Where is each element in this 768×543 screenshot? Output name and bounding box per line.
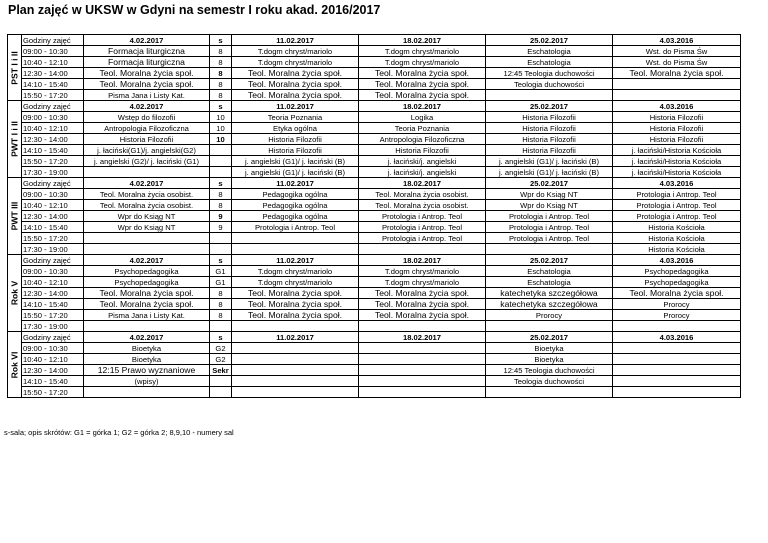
class-cell: Protologia i Antrop. Teol	[613, 200, 741, 211]
time-cell: 15:50 - 17:20	[22, 90, 84, 101]
class-cell: j. angielski (G1)/ j. łaciński (B)	[486, 156, 613, 167]
class-cell	[359, 343, 486, 354]
class-cell: Protologia i Antrop. Teol	[359, 211, 486, 222]
class-cell	[613, 387, 741, 398]
class-cell: j. angielski (G1)/ j. łaciński (B)	[232, 167, 359, 178]
class-cell: Wpr do Ksiąg NT	[486, 200, 613, 211]
class-cell	[613, 376, 741, 387]
class-cell	[84, 244, 210, 255]
footnote: s-sala; opis skrótów: G1 = górka 1; G2 = górka 2; 8,9,10 - numery sal	[4, 428, 234, 437]
class-cell: Historia Kościoła	[613, 233, 741, 244]
schedule-table	[7, 34, 741, 398]
class-cell	[486, 321, 613, 332]
class-cell: Eschatologia	[486, 46, 613, 57]
time-cell: 09:00 - 10:30	[22, 189, 84, 200]
date-header: 18.02.2017	[359, 255, 486, 266]
time-cell: 09:00 - 10:30	[22, 266, 84, 277]
date-header: 25.02.2017	[486, 101, 613, 112]
table-row	[8, 189, 741, 200]
class-cell	[486, 90, 613, 101]
room-cell: G1	[210, 277, 232, 288]
room-cell: 9	[210, 211, 232, 222]
time-cell: 12:30 - 14:00	[22, 288, 84, 299]
room-header: s	[210, 35, 232, 46]
class-cell: Wstęp do filozofii	[84, 112, 210, 123]
room-cell: 10	[210, 112, 232, 123]
class-cell: Teol. Moralna życia społ.	[359, 68, 486, 79]
class-cell: T.dogm chryst/mariolo	[232, 46, 359, 57]
class-cell: Pisma Jana i Listy Kat.	[84, 310, 210, 321]
class-cell: j. angielski (G1)/ j. łaciński (B)	[232, 156, 359, 167]
class-cell: Protologia i Antrop. Teol	[486, 233, 613, 244]
room-cell: Sekr	[210, 365, 232, 376]
class-cell: Protologia i Antrop. Teol	[486, 222, 613, 233]
class-cell: Wpr do Ksiąg NT	[486, 189, 613, 200]
class-cell: Eschatologia	[486, 266, 613, 277]
class-cell: Psychopedagogika	[613, 277, 741, 288]
class-cell: Wpr do Ksiąg NT	[84, 211, 210, 222]
time-cell: 14:10 - 15:40	[22, 299, 84, 310]
class-cell: Historia Filozofii	[232, 145, 359, 156]
time-cell: 14:10 - 15:40	[22, 222, 84, 233]
time-cell: 17:30 - 19:00	[22, 167, 84, 178]
time-cell: 15:50 - 17:20	[22, 156, 84, 167]
date-header: 18.02.2017	[359, 178, 486, 189]
table-row	[8, 46, 741, 57]
class-cell: Historia Filozofii	[84, 134, 210, 145]
time-cell: 09:00 - 10:30	[22, 343, 84, 354]
date-header: 4.02.2017	[84, 255, 210, 266]
class-cell: 12:45 Teologia duchowości	[486, 68, 613, 79]
time-header: Godziny zajęć	[22, 178, 84, 189]
table-row	[8, 343, 741, 354]
class-cell: j. łaciński(G1)/j. angielski(G2)	[84, 145, 210, 156]
room-cell: 8	[210, 57, 232, 68]
class-cell: Teol. Moralna życia społ.	[84, 79, 210, 90]
class-cell	[84, 387, 210, 398]
table-row	[8, 299, 741, 310]
class-cell: Antropologia Filozoficzna	[84, 123, 210, 134]
class-cell: 12:45 Teologia duchowości	[486, 365, 613, 376]
class-cell: Eschatologia	[486, 57, 613, 68]
class-cell	[359, 376, 486, 387]
class-cell	[84, 321, 210, 332]
time-header: Godziny zajęć	[22, 255, 84, 266]
section-label-text: PWT III	[9, 201, 19, 231]
class-cell: j. łaciński/Historia Kościoła	[613, 145, 741, 156]
class-cell	[359, 321, 486, 332]
room-cell: G1	[210, 266, 232, 277]
class-cell	[486, 387, 613, 398]
room-cell: 10	[210, 134, 232, 145]
table-row	[8, 79, 741, 90]
date-header: 4.02.2017	[84, 35, 210, 46]
room-cell	[210, 145, 232, 156]
room-cell	[210, 376, 232, 387]
table-row	[8, 387, 741, 398]
table-row	[8, 211, 741, 222]
class-cell: Eschatologia	[486, 277, 613, 288]
time-cell: 10:40 - 12:10	[22, 123, 84, 134]
class-cell: Teol. Moralna życia społ.	[232, 90, 359, 101]
section-header-row	[8, 332, 741, 343]
class-cell: Teologia duchowości	[486, 376, 613, 387]
class-cell: Protologia i Antrop. Teol	[232, 222, 359, 233]
class-cell: Historia Filozofii	[613, 134, 741, 145]
class-cell	[232, 387, 359, 398]
class-cell: Historia Filozofii	[232, 134, 359, 145]
room-header: s	[210, 255, 232, 266]
time-cell: 10:40 - 12:10	[22, 57, 84, 68]
table-row	[8, 123, 741, 134]
table-row	[8, 310, 741, 321]
class-cell: Protologia i Antrop. Teol	[359, 233, 486, 244]
room-cell: 9	[210, 222, 232, 233]
class-cell: katechetyka szczegółowa	[486, 299, 613, 310]
room-header: s	[210, 178, 232, 189]
room-cell	[210, 156, 232, 167]
date-header: 11.02.2017	[232, 101, 359, 112]
class-cell: Formacja liturgiczna	[84, 46, 210, 57]
section-label	[8, 178, 22, 255]
class-cell: Historia Filozofii	[486, 134, 613, 145]
room-cell: 8	[210, 288, 232, 299]
class-cell: Teol. Moralna życia społ.	[359, 288, 486, 299]
date-header: 4.03.2016	[613, 255, 741, 266]
date-header: 18.02.2017	[359, 101, 486, 112]
class-cell: Antropologia Filozoficzna	[359, 134, 486, 145]
class-cell: Teoria Poznania	[232, 112, 359, 123]
class-cell: Teologia duchowości	[486, 79, 613, 90]
class-cell: Teol. Moralna życia społ.	[84, 68, 210, 79]
table-row	[8, 266, 741, 277]
section-label	[8, 101, 22, 178]
class-cell: Pisma Jana i Listy Kat.	[84, 90, 210, 101]
class-cell	[232, 244, 359, 255]
class-cell: Teol. Moralna życia społ.	[359, 90, 486, 101]
class-cell: Wpr do Ksiąg NT	[84, 222, 210, 233]
section-header-row	[8, 101, 741, 112]
table-row	[8, 90, 741, 101]
class-cell: Historia Filozofii	[486, 123, 613, 134]
date-header: 4.03.2016	[613, 101, 741, 112]
time-cell: 09:00 - 10:30	[22, 112, 84, 123]
date-header: 4.02.2017	[84, 178, 210, 189]
class-cell: Teol. Moralna życia społ.	[359, 310, 486, 321]
time-cell: 17:30 - 19:00	[22, 321, 84, 332]
class-cell: Teol. Moralna życia społ.	[232, 299, 359, 310]
room-cell: 8	[210, 200, 232, 211]
class-cell: Bioetyka	[486, 343, 613, 354]
section-label-text: PWT I i II	[9, 121, 19, 157]
class-cell	[613, 343, 741, 354]
class-cell: Pedagogika ogólna	[232, 211, 359, 222]
table-row	[8, 112, 741, 123]
class-cell: Protologia i Antrop. Teol	[359, 222, 486, 233]
room-cell: 8	[210, 299, 232, 310]
class-cell	[232, 233, 359, 244]
class-cell	[84, 233, 210, 244]
class-cell	[84, 167, 210, 178]
class-cell: Psychopedagogika	[613, 266, 741, 277]
table-row	[8, 156, 741, 167]
date-header: 11.02.2017	[232, 178, 359, 189]
class-cell: T.dogm chryst/mariolo	[359, 57, 486, 68]
class-cell: Historia Filozofii	[359, 145, 486, 156]
class-cell: (wpisy)	[84, 376, 210, 387]
class-cell: Historia Filozofii	[613, 112, 741, 123]
section-label-text: PST I i II	[9, 50, 19, 85]
class-cell: 12:15 Prawo wyznaniowe	[84, 365, 210, 376]
date-header: 4.03.2016	[613, 332, 741, 343]
time-cell: 15:50 - 17:20	[22, 233, 84, 244]
class-cell: Teol. Moralna życia społ.	[232, 310, 359, 321]
table-row	[8, 244, 741, 255]
room-cell: 8	[210, 79, 232, 90]
table-row	[8, 57, 741, 68]
class-cell	[486, 244, 613, 255]
time-cell: 10:40 - 12:10	[22, 277, 84, 288]
class-cell: j. łaciński/Historia Kościoła	[613, 156, 741, 167]
class-cell: j. łaciński/j. angielski	[359, 167, 486, 178]
class-cell: Teol. Moralna życia społ.	[84, 288, 210, 299]
class-cell: Teol. Moralna życia społ.	[613, 68, 741, 79]
class-cell: Teol. Moralna życia osobist.	[359, 200, 486, 211]
room-cell	[210, 244, 232, 255]
time-cell: 15:50 - 17:20	[22, 387, 84, 398]
time-cell: 10:40 - 12:10	[22, 200, 84, 211]
class-cell: Bioetyka	[84, 354, 210, 365]
table-row	[8, 68, 741, 79]
class-cell	[613, 354, 741, 365]
time-cell: 14:10 - 15:40	[22, 376, 84, 387]
date-header: 4.02.2017	[84, 101, 210, 112]
class-cell: Teol. Moralna życia społ.	[84, 299, 210, 310]
date-header: 4.03.2016	[613, 178, 741, 189]
room-cell: 8	[210, 310, 232, 321]
time-cell: 12:30 - 14:00	[22, 134, 84, 145]
room-cell: 10	[210, 123, 232, 134]
table-row	[8, 277, 741, 288]
table-row	[8, 354, 741, 365]
class-cell: T.dogm chryst/mariolo	[232, 57, 359, 68]
date-header: 11.02.2017	[232, 255, 359, 266]
class-cell: Historia Kościoła	[613, 222, 741, 233]
time-header: Godziny zajęć	[22, 332, 84, 343]
time-cell: 12:30 - 14:00	[22, 211, 84, 222]
date-header: 4.02.2017	[84, 332, 210, 343]
class-cell: Wst. do Pisma Św	[613, 57, 741, 68]
class-cell: Bioetyka	[84, 343, 210, 354]
class-cell: Wst. do Pisma Św	[613, 46, 741, 57]
class-cell: Teol. Moralna życia społ.	[359, 79, 486, 90]
table-row	[8, 222, 741, 233]
class-cell: Protologia i Antrop. Teol	[613, 211, 741, 222]
class-cell: T.dogm chryst/mariolo	[232, 266, 359, 277]
class-cell: Protologia i Antrop. Teol	[613, 189, 741, 200]
time-cell: 12:30 - 14:00	[22, 365, 84, 376]
class-cell: Pedagogika ogólna	[232, 189, 359, 200]
class-cell: Teol. Moralna życia społ.	[232, 79, 359, 90]
class-cell: T.dogm chryst/mariolo	[359, 46, 486, 57]
room-cell: 8	[210, 68, 232, 79]
time-cell: 14:10 - 15:40	[22, 79, 84, 90]
class-cell: Historia Filozofii	[613, 123, 741, 134]
room-cell: 8	[210, 90, 232, 101]
class-cell	[613, 365, 741, 376]
table-row	[8, 145, 741, 156]
table-row	[8, 376, 741, 387]
room-cell: G2	[210, 354, 232, 365]
section-label	[8, 35, 22, 101]
class-cell	[613, 321, 741, 332]
date-header: 18.02.2017	[359, 332, 486, 343]
time-cell: 10:40 - 12:10	[22, 354, 84, 365]
class-cell	[359, 354, 486, 365]
room-header: s	[210, 332, 232, 343]
class-cell: Protologia i Antrop. Teol	[486, 211, 613, 222]
class-cell: j. łaciński/Historia Kościoła	[613, 167, 741, 178]
class-cell: Teol. Moralna życia społ.	[232, 288, 359, 299]
room-cell	[210, 321, 232, 332]
table-row	[8, 288, 741, 299]
class-cell: Teoria Poznania	[359, 123, 486, 134]
time-header: Godziny zajęć	[22, 35, 84, 46]
section-header-row	[8, 35, 741, 46]
class-cell	[359, 387, 486, 398]
class-cell: Teol. Moralna życia społ.	[613, 288, 741, 299]
date-header: 11.02.2017	[232, 332, 359, 343]
table-row	[8, 233, 741, 244]
time-cell: 12:30 - 14:00	[22, 68, 84, 79]
time-cell: 17:30 - 19:00	[22, 244, 84, 255]
class-cell	[359, 365, 486, 376]
room-cell	[210, 387, 232, 398]
room-cell: G2	[210, 343, 232, 354]
table-row	[8, 321, 741, 332]
class-cell: Prorocy	[613, 299, 741, 310]
date-header: 11.02.2017	[232, 35, 359, 46]
table-row	[8, 200, 741, 211]
table-row	[8, 167, 741, 178]
class-cell	[232, 321, 359, 332]
page-title: Plan zajęć w UKSW w Gdyni na semestr I roku akad. 2016/2017	[8, 3, 381, 17]
section-label-text: Rok V	[9, 280, 19, 306]
section-label-text: Rok VI	[9, 351, 19, 378]
class-cell: Prorocy	[613, 310, 741, 321]
time-cell: 14:10 - 15:40	[22, 145, 84, 156]
class-cell: Prorocy	[486, 310, 613, 321]
room-cell	[210, 233, 232, 244]
class-cell	[359, 244, 486, 255]
class-cell	[232, 343, 359, 354]
class-cell	[232, 354, 359, 365]
table-row	[8, 365, 741, 376]
room-cell: 8	[210, 46, 232, 57]
section-label	[8, 332, 22, 398]
class-cell: j. angielski (G1)/ j. łaciński (B)	[486, 167, 613, 178]
class-cell: Psychopedagogika	[84, 277, 210, 288]
class-cell: katechetyka szczegółowa	[486, 288, 613, 299]
class-cell	[232, 365, 359, 376]
room-cell: 8	[210, 189, 232, 200]
class-cell: Etyka ogólna	[232, 123, 359, 134]
class-cell: Historia Filozofii	[486, 112, 613, 123]
date-header: 4.03.2016	[613, 35, 741, 46]
time-header: Godziny zajęć	[22, 101, 84, 112]
date-header: 18.02.2017	[359, 35, 486, 46]
date-header: 25.02.2017	[486, 178, 613, 189]
class-cell: Teol. Moralna życia społ.	[232, 68, 359, 79]
class-cell: j. angielski (G2)/ j. łaciński (G1)	[84, 156, 210, 167]
table-row	[8, 134, 741, 145]
class-cell: Historia Filozofii	[486, 145, 613, 156]
room-cell	[210, 167, 232, 178]
class-cell: Teol. Moralna życia społ.	[359, 299, 486, 310]
class-cell: Teol. Moralna życia osobist.	[84, 200, 210, 211]
date-header: 25.02.2017	[486, 332, 613, 343]
class-cell: T.dogm chryst/mariolo	[359, 277, 486, 288]
date-header: 25.02.2017	[486, 35, 613, 46]
class-cell	[613, 79, 741, 90]
class-cell: Bioetyka	[486, 354, 613, 365]
class-cell: Formacja liturgiczna	[84, 57, 210, 68]
class-cell: j. łaciński/j. angielski	[359, 156, 486, 167]
class-cell: Historia Kościoła	[613, 244, 741, 255]
class-cell: Teol. Moralna życia osobist.	[84, 189, 210, 200]
section-header-row	[8, 178, 741, 189]
class-cell	[232, 376, 359, 387]
date-header: 25.02.2017	[486, 255, 613, 266]
class-cell: Pedagogika ogólna	[232, 200, 359, 211]
class-cell: Logika	[359, 112, 486, 123]
class-cell: T.dogm chryst/mariolo	[232, 277, 359, 288]
room-header: s	[210, 101, 232, 112]
class-cell	[613, 90, 741, 101]
class-cell: T.dogm chryst/mariolo	[359, 266, 486, 277]
time-cell: 09:00 - 10:30	[22, 46, 84, 57]
class-cell: Psychopedagogika	[84, 266, 210, 277]
section-header-row	[8, 255, 741, 266]
time-cell: 15:50 - 17:20	[22, 310, 84, 321]
class-cell: Teol. Moralna życia osobist.	[359, 189, 486, 200]
section-label	[8, 255, 22, 332]
